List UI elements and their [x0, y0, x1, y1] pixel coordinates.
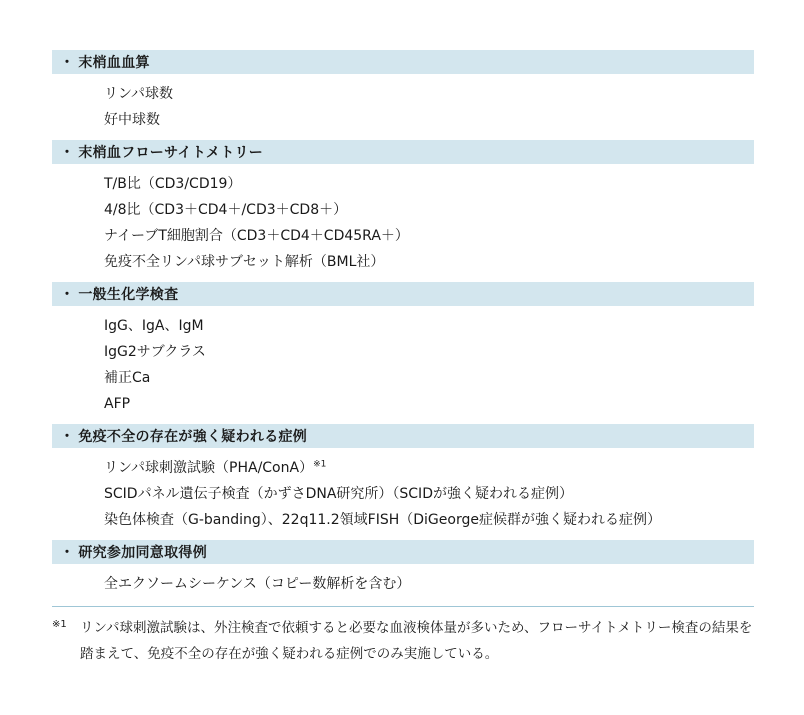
list-item: 免疫不全リンパ球サブセット解析（BML社） — [104, 254, 385, 270]
section-flow-cytometry — [52, 140, 754, 282]
list-item: IgG2サブクラス — [104, 344, 206, 360]
section-title: 免疫不全の存在が強く疑われる症例 — [78, 429, 308, 445]
item-list — [52, 74, 754, 140]
section-research-consent — [52, 540, 754, 604]
bullet: ・ — [60, 145, 75, 161]
section-title: 末梢血血算 — [78, 55, 150, 71]
item-list — [52, 306, 754, 424]
bullet: ・ — [60, 55, 75, 71]
section-cbc — [52, 50, 754, 140]
list-item: 全エクソームシーケンス（コピー数解析を含む） — [104, 576, 411, 592]
footnote-mark: ※1 — [52, 619, 67, 630]
divider — [52, 606, 754, 607]
section-header — [52, 540, 754, 564]
item-list — [52, 448, 754, 540]
bullet: ・ — [60, 429, 75, 445]
section-title: 一般生化学検査 — [78, 287, 179, 303]
list-item: SCIDパネル遺伝子検査（かずさDNA研究所）（SCIDが強く疑われる症例） — [104, 486, 573, 502]
section-header — [52, 140, 754, 164]
list-item: 補正Ca — [104, 370, 151, 386]
footnote — [52, 615, 754, 667]
section-title: 末梢血フローサイトメトリー — [78, 145, 264, 161]
item-list — [52, 564, 754, 604]
list-item: ナイーブT細胞割合（CD3＋CD4＋CD45RA＋） — [104, 228, 409, 244]
list-item: 好中球数 — [104, 112, 160, 128]
item-list — [52, 164, 754, 282]
list-item: 4/8比（CD3＋CD4＋/CD3＋CD8＋） — [104, 202, 348, 218]
list-item-text: リンパ球刺激試験（PHA/ConA） — [104, 460, 314, 476]
footnote-ref: ※1 — [313, 459, 327, 470]
list-item — [104, 455, 754, 481]
section-header — [52, 282, 754, 306]
section-header — [52, 50, 754, 74]
section-suspected-immunodeficiency — [52, 424, 754, 540]
section-header — [52, 424, 754, 448]
section-biochemistry — [52, 282, 754, 424]
list-item: T/B比（CD3/CD19） — [104, 176, 242, 192]
footnote-text: リンパ球刺激試験は、外注検査で依頼すると必要な血液検体量が多いため、フローサイトメトリー検査の結果を踏まえて、免疫不全の存在が強く疑われる症例でのみ実施している。 — [80, 620, 753, 662]
list-item: リンパ球数 — [104, 86, 174, 102]
list-item: 染色体検査（G-banding）、22q11.2領域FISH（DiGeorge症候群が強く疑われる症例） — [104, 512, 661, 528]
bullet: ・ — [60, 545, 75, 561]
section-title: 研究参加同意取得例 — [78, 545, 208, 561]
bullet: ・ — [60, 287, 75, 303]
list-item: IgG、IgA、IgM — [104, 318, 204, 334]
list-item: AFP — [104, 396, 131, 412]
document-body — [52, 50, 754, 667]
